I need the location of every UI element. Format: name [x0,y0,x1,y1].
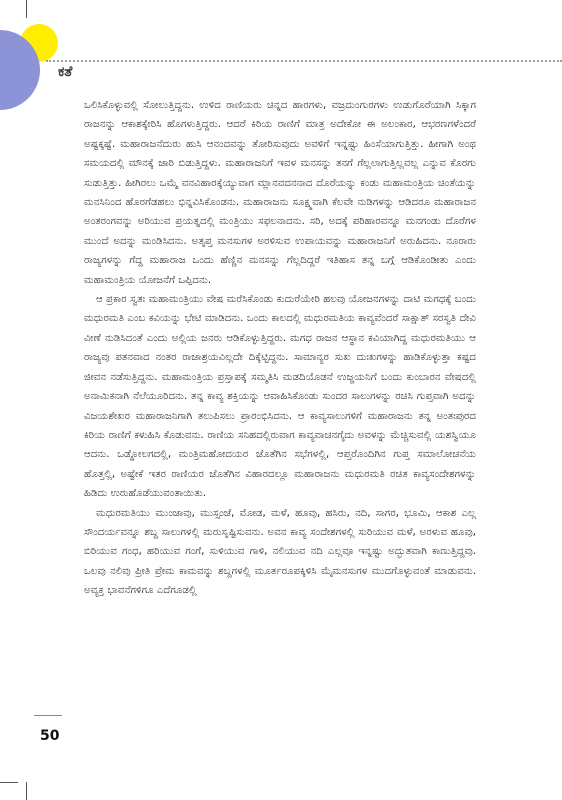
dotted-rule [46,60,562,62]
crop-mark-bottom-left-v [26,782,27,800]
page-number-rule [34,715,62,716]
section-label: ಕತೆ [58,64,73,80]
article-body [84,96,476,601]
crop-mark-top-left [26,0,27,18]
paragraph: ಆ ಪ್ರಕಾರ ಸ್ವತಃ ಮಹಾಮಂತ್ರಿಯು ವೇಷ ಮರೆಸಿಕೊಂಡು ಕುದುರೆಯೇರಿ ಹಲವು ಯೋಜನಗಳನ್ನು ದಾಟಿ ಮಗಧಕ್ಕೆ ಬಂದು ಮಧುರಮತಿ ಎಂಬ ಕವಿಯನ್ನು ಭೇಟಿ ಮಾಡಿದನು. ಒಂದು ಕಾಲದಲ್ಲಿ ಮಧುರಮತಿಯ ಕಾವ್ಯವೆಂದರೆ ಸಾಕ್ಷಾತ್ ಸರಸ್ವತಿ ದೇವಿ ವೀಣೆ ನುಡಿಸಿದಂತೆ ಎಂದು ಅಲ್ಲಿಯ ಜನರು ಆಡಿಕೊಳ್ಳುತ್ತಿದ್ದರು. ಮಗಧ ರಾಜನ ಆಸ್ಥಾನ ಕವಿಯಾಗಿದ್ದ ಮಧುರಮತಿಯು ಆ ರಾಜ್ಯವು ಪತನವಾದ ನಂತರ ರಾಜಾಶ್ರಯವಿಲ್ಲದೇ ದಿಕ್ಕೆಟ್ಟಿದ್ದನು. ಸಾಮಾನ್ಯರ ಸುಖ ದುಃಖಗಳನ್ನು ಹಾಡಿಕೊಳ್ಳುತ್ತಾ ಕಷ್ಟದ ಜೀವನ ನಡೆಸುತ್ತಿದ್ದನು. ಮಹಾಮಂತ್ರಿಯ ಪ್ರಸ್ತಾಪಕ್ಕೆ ಸಮ್ಮತಿಸಿ ಮಡದಿಯೊಡನೆ ಉಜ್ಜಯನಿಗೆ ಬಂದು ಕುಂಬಾರನ ವೇಷದಲ್ಲಿ ಅನಾಮಿಕನಾಗಿ ನೆಲೆಯೂರಿದನು. ತನ್ನ ಕಾವ್ಯ ಶಕ್ತಿಯನ್ನು ಆವಾಹಿಸಿಕೊಂಡು ಸುಂದರ ಸಾಲುಗಳನ್ನು ರಚಿಸಿ ಗುಪ್ತವಾಗಿ ಅದನ್ನು ವಿಜಯಶೇಖರ ಮಹಾರಾಜನಿಗಾಗಿ ತಲುಪಿಸಲು ಪ್ರಾರಂಭಿಸಿದನು. ಆ ಕಾವ್ಯಸಾಲುಗಳಿಗೆ ಮಹಾರಾಜನು ತನ್ನ ಅಂತಃಪುರದ ಕಿರಿಯ ರಾಣಿಗೆ ಕಳುಹಿಸಿ ಕೊಡುವನು. ರಾಣಿಯ ಸನಿಹದಲ್ಲಿರುವಾಗ ಕಾವ್ಯವಾಚನಗೈದು ಅವಳನ್ನು ಮೆಚ್ಚಿಸುವಲ್ಲಿ ಯಶಸ್ವಿಯೂ ಆದನು. ಒಡ್ಡೋಲಗದಲ್ಲಿ, ಮಂತ್ರಿಮಹೋದಯರ ಜೊತೆಗಿನ ಸಭೆಗಳಲ್ಲಿ, ಆಪ್ತರೊಂದಿಗಿನ ಗುಪ್ತ ಸಮಾಲೋಚನೆಯ ಹೊತ್ತಲ್ಲಿ, ಅಷ್ಟೇಕೆ ಇತರ ರಾಣಿಯರ ಜೊತೆಗಿನ ವಿಹಾರದಲ್ಲೂ ಮಹಾರಾಜನು ಮಧುರಮತಿ ರಚಿತ ಕಾವ್ಯಸಂದೇಶಗಳನ್ನು ಹಿಡಿದು ಉರುಹೊಡೆಯುವಂತಾಯಿತು. [84,294,476,500]
page-header [46,58,562,80]
paragraph: ಮಧುರಮತಿಯು ಮುಂಜಾವು, ಮುಸ್ಸಂಜೆ, ಮೋಡ, ಮಳೆ, ಹೂವು, ಹಸಿರು, ನದಿ, ಸಾಗರ, ಭೂಮಿ, ಆಕಾಶ ಎಲ್ಲ ಸೌಂದರ್ಯವನ್ನೂ ಶಬ್ದ ಸಾಲುಗಳಲ್ಲಿ ಮರುಸೃಷ್ಟಿಸುವನು. ಅವನ ಕಾವ್ಯ ಸಂದೇಶಗಳಲ್ಲಿ ಸುರಿಯುವ ಮಳೆ, ಅರಳುವ ಹೂವು, ಬಿರಿಯುವ ಗಂಧ, ಹರಿಯುವ ಗಂಗೆ, ಸುಳಿಯುವ ಗಾಳಿ, ನಲಿಯುವ ನದಿ ಎಲ್ಲವೂ ಇನ್ನಷ್ಟು ಅದ್ಭುತವಾಗಿ ಕಾಣುತ್ತಿದ್ದವು. ಒಲವು ನಲಿವು ಪ್ರೀತಿ ಪ್ರೇಮ ಕಾಮವನ್ನು ಶಬ್ದಗಳಲ್ಲಿ ಮೂರ್ತರೂಪಕ್ಕಿಳಿಸಿ ಮೈಮನಸುಗಳ ಮುದಗೊಳ್ಳುವಂತೆ ಮಾಡುವನು. ಅವ್ಯಕ್ತ ಭಾವನೆಗಳಿಗೂ ಎದೆಗೂಡಲ್ಲಿ [84,507,476,597]
page-number: 50 [40,728,60,744]
crop-mark-bottom-left-h [0,782,18,783]
paragraph: ಒಲಿಸಿಕೊಳ್ಳುವಲ್ಲಿ ಸೋಲುತ್ತಿದ್ದನು. ಉಳಿದ ರಾಣಿಯರು ಚಿನ್ನದ ಹಾರಗಳು, ವಜ್ರದುಂಗುರಗಳು ಉಡುಗೊರೆಯಾಗಿ ಸಿಕ್ಕಾಗ ರಾಜನನ್ನು ಆಕಾಶಕ್ಕೇರಿಸಿ ಹೊಗಳುತ್ತಿದ್ದರು. ಆದರೆ ಕಿರಿಯ ರಾಣಿಗೆ ಮಾತ್ರ ಅದೇಕೋ ಈ ಅಲಂಕಾರ, ಆಭರಣಗಳೆಂದರೆ ಅಷ್ಟಕ್ಕಷ್ಟೆ. ಮಹಾರಾಜನೆದುರು ಹುಸಿ ಆನಂದವನ್ನು ತೋರಿಸುವುದು ಅವಳಿಗೆ ಇನ್ನಷ್ಟು ಹಿಂಸೆಯಾಗುತ್ತಿತ್ತು. ಹೀಗಾಗಿ ಅಂಥ ಸಮಯದಲ್ಲಿ ಮೌನಕ್ಕೆ ಜಾರಿ ಬಿಡುತ್ತಿದ್ದಳು. ಮಹಾರಾಜನಿಗೆ ಇವಳ ಮನಸನ್ನು ತನಗೆ ಗೆಲ್ಲಲಾಗುತ್ತಿಲ್ಲವಲ್ಲ ಎನ್ನುವ ಕೊರಗು ಸುಡುತ್ತಿತ್ತು. ಹೀಗಿರಲು ಒಮ್ಮೆ ವನವಿಹಾರಕ್ಕೆಯ್ಯುವಾಗ ಮ್ಲಾನವದನನಾದ ದೊರೆಯನ್ನು ಕಂಡು ಮಹಾಮಂತ್ರಿಯ ಚಿಂತೆಯನ್ನು ಮನಸಿನಿಂದ ಹೊರಗೆಡಹಲು ಭಿನ್ನವಿಸಿಕೊಂಡನು. ಮಹಾರಾಜನು ಸೂಕ್ಷ್ಮವಾಗಿ ಕೆಲವೇ ನುಡಿಗಳನ್ನು ಆಡಿದರೂ ಮಹಾರಾಜನ ಅಂತರಂಗವನ್ನು ಅರಿಯುವ ಪ್ರಯತ್ನದಲ್ಲಿ ಮಂತ್ರಿಯು ಸಫಲನಾದನು. ಸರಿ, ಅದಕ್ಕೆ ಪರಿಹಾರವನ್ನೂ ಮನಗಂಡು ದೊರೆಗಳ ಮುಂದೆ ಅದನ್ನು ಮಂಡಿಸಿದನು. ಅತೃಪ್ತ ಮನಸುಗಳ ಅರಳಿಸುವ ಉಪಾಯವನ್ನು ಮಹಾರಾಜನಿಗೆ ಅರುಹಿದನು. ನೂರಾರು ರಾಜ್ಯಗಳನ್ನು ಗೆದ್ದ ಮಹಾರಾಜ ಒಂದು ಹೆಣ್ಣಿನ ಮನಸನ್ನು ಗೆಲ್ಲದಿದ್ದರೆ ಇತಿಹಾಸ ತನ್ನ ಬಗ್ಗೆ ಆಡಿಕೊಂಡೀತು ಎಂದು ಮಹಾಮಂತ್ರಿಯ ಯೋಜನೆಗೆ ಒಪ್ಪಿದನು. [84,100,476,286]
